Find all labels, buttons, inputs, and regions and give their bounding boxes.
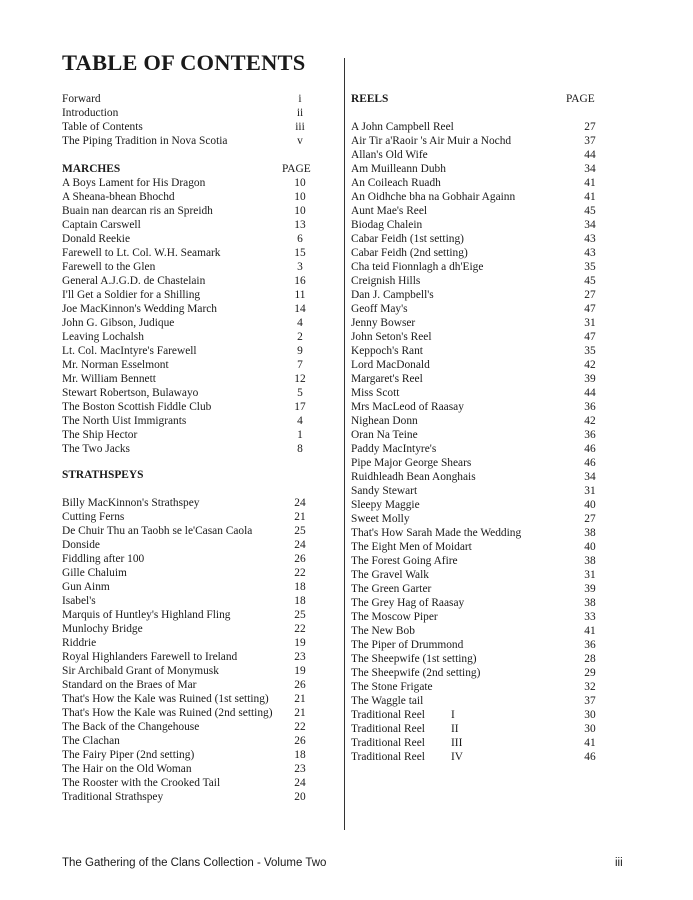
reels-entry-title: Am Muilleann Dubh — [351, 163, 446, 175]
reels-entry — [351, 400, 651, 414]
strathspeys-entry-title: The Clachan — [62, 735, 120, 747]
front-matter-entry — [62, 134, 322, 148]
reels-entry-page: 40 — [584, 541, 596, 553]
strathspeys-entry-title: Royal Highlanders Farewell to Ireland — [62, 651, 238, 663]
marches-entry — [62, 442, 322, 456]
reels-entry — [351, 680, 651, 694]
reels-entry-page: 40 — [584, 499, 596, 511]
strathspeys-entry-title: Gun Ainm — [62, 581, 110, 593]
reels-entry-number: III — [451, 737, 463, 749]
reels-entry — [351, 162, 651, 176]
reels-entry-page: 36 — [584, 401, 596, 413]
reels-entry-title: Paddy MacIntyre's — [351, 443, 437, 455]
reels-entry — [351, 722, 651, 736]
strathspeys-entry-page: 21 — [294, 707, 306, 719]
marches-entry-page: 3 — [297, 261, 303, 273]
marches-entry-page: 13 — [294, 219, 306, 231]
reels-entry-page: 46 — [584, 443, 596, 455]
marches-entry — [62, 400, 322, 414]
strathspeys-entry — [62, 762, 322, 776]
marches-entry-title: Captain Carswell — [62, 219, 141, 231]
reels-entry-page: 32 — [584, 681, 596, 693]
strathspeys-entry-page: 18 — [294, 595, 306, 607]
reels-entry-title: Aunt Mae's Reel — [351, 205, 428, 217]
front-matter-entry-page: iii — [295, 121, 305, 133]
reels-entry-title: An Coileach Ruadh — [351, 177, 441, 189]
marches-entry — [62, 330, 322, 344]
reels-entry-title: John Seton's Reel — [351, 331, 432, 343]
strathspeys-entry — [62, 748, 322, 762]
reels-entry — [351, 652, 651, 666]
strathspeys-entry-title: Traditional Strathspey — [62, 791, 164, 803]
reels-entry-title: A John Campbell Reel — [351, 121, 454, 133]
reels-entry-page: 35 — [584, 261, 596, 273]
reels-entry-number: II — [451, 723, 459, 735]
reels-entry-title: Mrs MacLeod of Raasay — [351, 401, 464, 413]
strathspeys-entry — [62, 636, 322, 650]
strathspeys-entry-title: That's How the Kale was Ruined (1st setting) — [62, 693, 269, 705]
reels-entry-page: 27 — [584, 289, 596, 301]
reels-entry-page: 30 — [584, 709, 596, 721]
reels-entry — [351, 512, 651, 526]
marches-entry — [62, 260, 322, 274]
strathspeys-entry-page: 21 — [294, 511, 306, 523]
reels-entry-page: 34 — [584, 471, 596, 483]
marches-entry-title: Farewell to Lt. Col. W.H. Seamark — [62, 247, 221, 259]
reels-entry-title: Traditional Reel — [351, 751, 425, 763]
reels-entry-title: Cabar Feidh (1st setting) — [351, 233, 464, 245]
reels-entry — [351, 638, 651, 652]
strathspeys-entry — [62, 664, 322, 678]
reels-entry-page: 42 — [584, 415, 596, 427]
reels-entry-title: The Stone Frigate — [351, 681, 433, 693]
marches-entry — [62, 302, 322, 316]
strathspeys-entry-page: 26 — [294, 679, 306, 691]
reels-entry — [351, 694, 651, 708]
reels-entry-page: 31 — [584, 485, 596, 497]
reels-entry-page: 44 — [584, 387, 596, 399]
marches-entry-page: 11 — [294, 289, 306, 301]
reels-entry-title: Cha teid Fionnlagh a dh'Eige — [351, 261, 484, 273]
strathspeys-entry-title: The Fairy Piper (2nd setting) — [62, 749, 195, 761]
footer-page-number: iii — [615, 857, 623, 869]
strathspeys-entry-title: That's How the Kale was Ruined (2nd setting) — [62, 707, 273, 719]
reels-entry — [351, 344, 651, 358]
marches-entry — [62, 414, 322, 428]
marches-entry-page: 6 — [297, 233, 303, 245]
front-matter-entry — [62, 106, 322, 120]
reels-entry-title: Pipe Major George Shears — [351, 457, 472, 469]
reels-entry-number: IV — [451, 751, 464, 763]
reels-entry — [351, 750, 651, 764]
strathspeys-entry — [62, 678, 322, 692]
marches-entry-page: 10 — [294, 205, 306, 217]
reels-entry-page: 45 — [584, 275, 596, 287]
strathspeys-entry-page: 25 — [294, 609, 306, 621]
marches-entry-page: 10 — [294, 177, 306, 189]
reels-entry-title: The Moscow Piper — [351, 611, 438, 623]
reels-entry-page: 34 — [584, 219, 596, 231]
reels-entry-title: That's How Sarah Made the Wedding — [351, 527, 522, 539]
front-matter-entry — [62, 92, 322, 106]
strathspeys-entry — [62, 538, 322, 552]
reels-entry-title: Miss Scott — [351, 387, 400, 399]
reels-entry-page: 36 — [584, 639, 596, 651]
reels-entry-page: 41 — [584, 191, 596, 203]
strathspeys-heading — [62, 468, 322, 482]
reels-entry — [351, 148, 651, 162]
reels-entry-page: 44 — [584, 149, 596, 161]
marches-entry-page: 4 — [297, 317, 303, 329]
strathspeys-entry-page: 26 — [294, 735, 306, 747]
strathspeys-entry — [62, 524, 322, 538]
marches-entry — [62, 246, 322, 260]
reels-entry-title: Nighean Donn — [351, 415, 418, 427]
reels-entry-page: 43 — [584, 247, 596, 259]
reels-entry-title: Traditional Reel — [351, 709, 425, 721]
strathspeys-entry-title: Marquis of Huntley's Highland Fling — [62, 609, 231, 621]
marches-entry — [62, 190, 322, 204]
strathspeys-entry-title: Donside — [62, 539, 100, 551]
reels-entry — [351, 316, 651, 330]
strathspeys-entry-page: 21 — [294, 693, 306, 705]
strathspeys-entry-title: The Rooster with the Crooked Tail — [62, 777, 221, 789]
reels-heading — [351, 92, 651, 106]
marches-entry-page: 1 — [297, 429, 303, 441]
strathspeys-entry-page: 25 — [294, 525, 306, 537]
strathspeys-entry — [62, 692, 322, 706]
marches-entry-page: 15 — [294, 247, 306, 259]
front-matter-entry — [62, 120, 322, 134]
marches-entry — [62, 218, 322, 232]
strathspeys-entry-title: The Hair on the Old Woman — [62, 763, 192, 775]
reels-entry-page: 37 — [584, 695, 596, 707]
marches-entry-title: A Boys Lament for His Dragon — [62, 177, 206, 189]
strathspeys-entry — [62, 566, 322, 580]
reels-entry-page: 43 — [584, 233, 596, 245]
strathspeys-entry-page: 19 — [294, 665, 306, 677]
reels-entry-page: 47 — [584, 331, 596, 343]
reels-entry-page: 35 — [584, 345, 596, 357]
reels-entry — [351, 260, 651, 274]
marches-entry-title: Lt. Col. MacIntyre's Farewell — [62, 345, 197, 357]
marches-entry-title: I'll Get a Soldier for a Shilling — [62, 289, 201, 301]
reels-entry-title: Jenny Bowser — [351, 317, 416, 329]
reels-entry — [351, 540, 651, 554]
reels-entry-page: 42 — [584, 359, 596, 371]
marches-entry-title: The Two Jacks — [62, 443, 130, 455]
marches-entry-page: 14 — [294, 303, 306, 315]
marches-entry — [62, 428, 322, 442]
reels-entry-title: Lord MacDonald — [351, 359, 430, 371]
marches-entry — [62, 358, 322, 372]
reels-entry — [351, 708, 651, 722]
reels-entry-page: 41 — [584, 177, 596, 189]
strathspeys-entry-page: 22 — [294, 623, 306, 635]
reels-entry-title: The Waggle tail — [351, 695, 424, 707]
reels-entry-title: The Gravel Walk — [351, 569, 429, 581]
reels-entry-title: Oran Na Teine — [351, 429, 418, 441]
marches-heading — [62, 162, 322, 176]
marches-entry — [62, 204, 322, 218]
page-title: TABLE OF CONTENTS — [62, 50, 306, 75]
strathspeys-entry-title: Sir Archibald Grant of Monymusk — [62, 665, 219, 677]
marches-entry-title: Joe MacKinnon's Wedding March — [62, 303, 217, 315]
marches-entry-title: Mr. Norman Esselmont — [62, 359, 169, 371]
strathspeys-entry — [62, 650, 322, 664]
strathspeys-entry — [62, 552, 322, 566]
marches-entry-page: 8 — [297, 443, 303, 455]
marches-entry-title: The Boston Scottish Fiddle Club — [62, 401, 212, 413]
reels-entry-title: Biodag Chalein — [351, 219, 423, 231]
reels-entry — [351, 568, 651, 582]
strathspeys-entry-page: 24 — [294, 539, 306, 551]
reels-entry-title: Margaret's Reel — [351, 373, 423, 385]
reels-entry-title: Cabar Feidh (2nd setting) — [351, 247, 468, 259]
reels-entry-page: 41 — [584, 737, 596, 749]
marches-entry-title: Stewart Robertson, Bulawayo — [62, 387, 199, 399]
reels-entry-page: 38 — [584, 597, 596, 609]
reels-entry-title: The Eight Men of Moidart — [351, 541, 472, 553]
reels-entry-page: 46 — [584, 457, 596, 469]
reels-entry — [351, 456, 651, 470]
reels-entry-title: The Sheepwife (2nd setting) — [351, 667, 481, 679]
reels-entry — [351, 498, 651, 512]
strathspeys-entry-page: 24 — [294, 777, 306, 789]
front-matter-entry-title: Introduction — [62, 107, 119, 119]
strathspeys-entry-title: The Back of the Changehouse — [62, 721, 200, 733]
reels-entry — [351, 484, 651, 498]
reels-entry-title: Keppoch's Rant — [351, 345, 423, 357]
reels-entry-title: Geoff May's — [351, 303, 408, 315]
reels-entry-page: 45 — [584, 205, 596, 217]
reels-entry-page: 41 — [584, 625, 596, 637]
reels-entry-page: 38 — [584, 555, 596, 567]
reels-entry — [351, 372, 651, 386]
front-matter-entry-page: v — [297, 135, 303, 147]
strathspeys-entry — [62, 608, 322, 622]
reels-entry-title: Traditional Reel — [351, 723, 425, 735]
reels-entry-page: 31 — [584, 317, 596, 329]
marches-entry-title: The North Uist Immigrants — [62, 415, 187, 427]
marches-entry-page: 5 — [297, 387, 303, 399]
strathspeys-entry — [62, 706, 322, 720]
reels-entry-title: Sandy Stewart — [351, 485, 418, 497]
marches-entry-title: Farewell to the Glen — [62, 261, 156, 273]
reels-entry-page: 27 — [584, 513, 596, 525]
reels-entry — [351, 176, 651, 190]
reels-entry-title: The Piper of Drummond — [351, 639, 464, 651]
marches-entry-title: John G. Gibson, Judique — [62, 317, 175, 329]
strathspeys-entry-page: 18 — [294, 749, 306, 761]
front-matter-entry-page: i — [298, 93, 302, 105]
reels-entry-title: Sleepy Maggie — [351, 499, 420, 511]
strathspeys-entry — [62, 790, 322, 804]
reels-entry-title: The Green Garter — [351, 583, 432, 595]
marches-entry-title: General A.J.G.D. de Chastelain — [62, 275, 206, 287]
reels-entry-title: Creignish Hills — [351, 275, 421, 287]
strathspeys-entry-page: 26 — [294, 553, 306, 565]
strathspeys-entry-page: 23 — [294, 763, 306, 775]
reels-entry-page: 31 — [584, 569, 596, 581]
reels-entry-title: The Forest Going Afire — [351, 555, 458, 567]
strathspeys-entry — [62, 776, 322, 790]
reels-entry-page: 34 — [584, 163, 596, 175]
reels-entry-title: Ruidhleadh Bean Aonghais — [351, 471, 476, 483]
marches-entry-title: Donald Reekie — [62, 233, 131, 245]
marches-entry-page: 7 — [297, 359, 303, 371]
reels-entry — [351, 288, 651, 302]
reels-entry — [351, 330, 651, 344]
reels-entry-page: 39 — [584, 583, 596, 595]
marches-entry-page: 2 — [297, 331, 303, 343]
strathspeys-entry-page: 20 — [294, 791, 306, 803]
marches-entry-title: Buain nan dearcan ris an Spreidh — [62, 205, 213, 217]
marches-entry — [62, 176, 322, 190]
strathspeys-entry-page: 23 — [294, 651, 306, 663]
reels-entry — [351, 442, 651, 456]
reels-entry-page: 33 — [584, 611, 596, 623]
strathspeys-entry-title: Cutting Ferns — [62, 511, 125, 523]
reels-entry-page: 47 — [584, 303, 596, 315]
reels-entry — [351, 232, 651, 246]
reels-entry-number: I — [451, 709, 455, 721]
front-matter-entry-title: The Piping Tradition in Nova Scotia — [62, 135, 228, 147]
reels-entry-page: 39 — [584, 373, 596, 385]
reels-entry — [351, 358, 651, 372]
reels-entry-title: Traditional Reel — [351, 737, 425, 749]
reels-heading-page: PAGE — [566, 93, 595, 105]
reels-entry-title: The New Bob — [351, 625, 415, 637]
reels-entry-page: 46 — [584, 751, 596, 763]
marches-entry — [62, 274, 322, 288]
marches-entry-title: Mr. William Bennett — [62, 373, 156, 385]
reels-entry — [351, 470, 651, 484]
strathspeys-entry — [62, 594, 322, 608]
marches-entry-page: 17 — [294, 401, 306, 413]
marches-entry-title: A Sheana-bhean Bhochd — [62, 191, 175, 203]
reels-entry — [351, 414, 651, 428]
strathspeys-entry-title: De Chuir Thu an Taobh se le'Casan Caola — [62, 525, 253, 537]
strathspeys-entry — [62, 580, 322, 594]
strathspeys-entry — [62, 734, 322, 748]
marches-entry — [62, 232, 322, 246]
strathspeys-heading-title: STRATHSPEYS — [62, 469, 144, 481]
front-matter-entry-title: Forward — [62, 93, 101, 105]
reels-entry — [351, 218, 651, 232]
strathspeys-entry-title: Munlochy Bridge — [62, 623, 143, 635]
reels-entry-title: Air Tir a'Raoir 's Air Muir a Nochd — [351, 135, 512, 147]
reels-entry — [351, 190, 651, 204]
strathspeys-entry — [62, 496, 322, 510]
strathspeys-entry-page: 22 — [294, 721, 306, 733]
marches-entry — [62, 316, 322, 330]
reels-entry — [351, 610, 651, 624]
reels-entry — [351, 596, 651, 610]
front-matter-entry-page: ii — [296, 107, 304, 119]
reels-entry-page: 36 — [584, 429, 596, 441]
reels-entry-page: 28 — [584, 653, 596, 665]
reels-entry-title: The Grey Hag of Raasay — [351, 597, 465, 609]
strathspeys-entry-title: Standard on the Braes of Mar — [62, 679, 197, 691]
strathspeys-entry-page: 24 — [294, 497, 306, 509]
marches-heading-title: MARCHES — [62, 163, 121, 175]
strathspeys-entry-title: Billy MacKinnon's Strathspey — [62, 497, 200, 509]
reels-entry-title: Allan's Old Wife — [351, 149, 428, 161]
reels-entry — [351, 624, 651, 638]
reels-entry — [351, 302, 651, 316]
reels-entry — [351, 274, 651, 288]
marches-entry-page: 9 — [297, 345, 303, 357]
reels-entry-page: 30 — [584, 723, 596, 735]
reels-entry — [351, 204, 651, 218]
strathspeys-entry-page: 18 — [294, 581, 306, 593]
reels-entry-title: Sweet Molly — [351, 513, 410, 525]
strathspeys-entry-title: Gille Chaluim — [62, 567, 127, 579]
strathspeys-entry-page: 22 — [294, 567, 306, 579]
marches-entry-page: 10 — [294, 191, 306, 203]
reels-entry-title: An Oidhche bha na Gobhair Againn — [351, 191, 516, 203]
column-divider — [344, 58, 345, 830]
marches-entry — [62, 344, 322, 358]
marches-entry-title: The Ship Hector — [62, 429, 138, 441]
reels-entry — [351, 134, 651, 148]
strathspeys-entry-title: Isabel's — [62, 595, 96, 607]
front-matter-entry-title: Table of Contents — [62, 121, 143, 133]
strathspeys-entry — [62, 720, 322, 734]
strathspeys-entry-title: Fiddling after 100 — [62, 553, 145, 565]
marches-entry-page: 4 — [297, 415, 303, 427]
marches-entry — [62, 288, 322, 302]
marches-entry-page: 16 — [294, 275, 306, 287]
reels-entry — [351, 736, 651, 750]
reels-entry — [351, 582, 651, 596]
reels-entry — [351, 666, 651, 680]
marches-entry — [62, 372, 322, 386]
footer-collection-title: The Gathering of the Clans Collection - Volume Two — [62, 857, 327, 869]
reels-entry-title: The Sheepwife (1st setting) — [351, 653, 477, 665]
marches-heading-page: PAGE — [282, 163, 311, 175]
reels-entry — [351, 386, 651, 400]
reels-entry — [351, 428, 651, 442]
reels-entry-page: 29 — [584, 667, 596, 679]
reels-entry — [351, 120, 651, 134]
marches-entry-page: 12 — [294, 373, 306, 385]
marches-entry-title: Leaving Lochalsh — [62, 331, 144, 343]
marches-entry — [62, 386, 322, 400]
reels-entry — [351, 554, 651, 568]
strathspeys-entry — [62, 510, 322, 524]
reels-entry-page: 27 — [584, 121, 596, 133]
reels-entry-title: Dan J. Campbell's — [351, 289, 434, 301]
reels-entry — [351, 526, 651, 540]
strathspeys-entry-page: 19 — [294, 637, 306, 649]
reels-entry-page: 37 — [584, 135, 596, 147]
reels-entry — [351, 246, 651, 260]
strathspeys-entry — [62, 622, 322, 636]
reels-heading-title: REELS — [351, 93, 389, 105]
strathspeys-entry-title: Riddrie — [62, 637, 97, 649]
reels-entry-page: 38 — [584, 527, 596, 539]
